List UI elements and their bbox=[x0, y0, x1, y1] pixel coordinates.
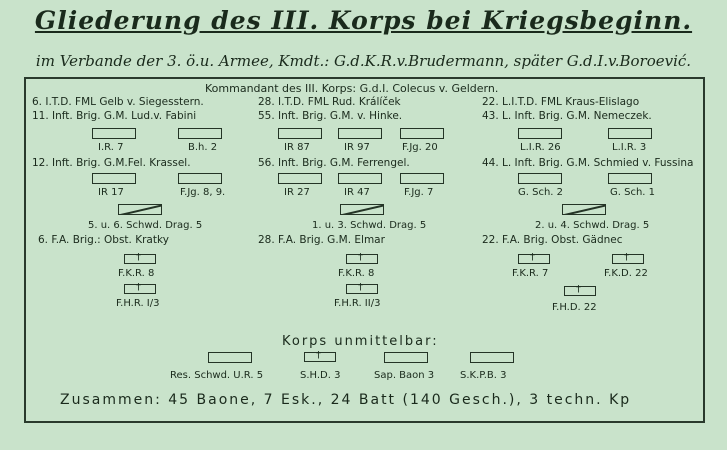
unit-box bbox=[608, 173, 652, 184]
unit-label: L.I.R. 26 bbox=[520, 142, 561, 153]
page-title: Gliederung des III. Korps bei Kriegsbeginn. bbox=[34, 6, 693, 35]
unit-label: Res. Schwd. U.R. 5 bbox=[170, 370, 264, 381]
unit-label: F.H.D. 22 bbox=[552, 302, 597, 313]
brigade-43-label: 43. L. Inft. Brig. G.M. Nemeczek. bbox=[482, 110, 652, 122]
artillery-brigade-label: 6. F.A. Brig.: Obst. Kratky bbox=[38, 234, 169, 246]
artillery-box bbox=[304, 352, 336, 362]
brigade-44-label: 44. L. Inft. Brig. G.M. Schmied v. Fussina bbox=[482, 157, 694, 169]
unit-label: IR 97 bbox=[344, 142, 370, 153]
unit-label: F.Jg. 7 bbox=[404, 187, 434, 198]
unit-label: F.H.R. I/3 bbox=[116, 298, 160, 309]
unit-box bbox=[518, 173, 562, 184]
division-28-label: 28. I.T.D. FML Rud. Králíček bbox=[258, 96, 401, 108]
cavalry-label: 2. u. 4. Schwd. Drag. 5 bbox=[535, 220, 650, 231]
unit-box bbox=[208, 352, 252, 363]
unit-box bbox=[92, 173, 136, 184]
cavalry-label: 1. u. 3. Schwd. Drag. 5 bbox=[312, 220, 427, 231]
unit-label: IR 27 bbox=[284, 187, 310, 198]
artillery-box bbox=[124, 284, 156, 294]
division-1-label: 6. I.T.D. FML Gelb v. Siegesstern. bbox=[32, 96, 204, 108]
unit-box bbox=[384, 352, 428, 363]
unit-label: IR 87 bbox=[284, 142, 310, 153]
unit-label: F.K.D. 22 bbox=[604, 268, 648, 279]
unit-box bbox=[338, 173, 382, 184]
unit-box bbox=[470, 352, 514, 363]
total-summary: Zusammen: 45 Baone, 7 Esk., 24 Batt (140 Gesch.), 3 techn. Kp bbox=[60, 392, 632, 408]
artillery-box bbox=[346, 254, 378, 264]
brigade-11-label: 11. Inft. Brig. G.M. Lud.v. Fabini bbox=[32, 110, 197, 122]
unit-label: I.R. 7 bbox=[98, 142, 124, 153]
artillery-box bbox=[346, 284, 378, 294]
unit-label: F.H.R. II/3 bbox=[334, 298, 381, 309]
unit-box bbox=[278, 128, 322, 139]
cavalry-box bbox=[118, 204, 162, 215]
division-22-label: 22. L.I.T.D. FML Kraus-Elislago bbox=[482, 96, 640, 108]
unit-box bbox=[92, 128, 136, 139]
unit-label: G. Sch. 1 bbox=[610, 187, 656, 198]
unit-label: Sap. Baon 3 bbox=[374, 370, 435, 381]
commander-label: Kommandant des III. Korps: G.d.I. Colecus v. Geldern. bbox=[205, 82, 499, 95]
artillery-box bbox=[124, 254, 156, 264]
unit-label: G. Sch. 2 bbox=[518, 187, 564, 198]
unit-box bbox=[608, 128, 652, 139]
unit-box bbox=[178, 173, 222, 184]
cavalry-box bbox=[562, 204, 606, 215]
unit-label: S.H.D. 3 bbox=[300, 370, 341, 381]
unit-label: IR 17 bbox=[98, 187, 124, 198]
unit-box bbox=[338, 128, 382, 139]
brigade-56-label: 56. Inft. Brig. G.M. Ferrengel. bbox=[258, 157, 410, 169]
unit-label: F.Jg. 20 bbox=[402, 142, 438, 153]
artillery-box bbox=[564, 286, 596, 296]
brigade-12-label: 12. Inft. Brig. G.M.Fel. Krassel. bbox=[32, 157, 191, 169]
cavalry-label: 5. u. 6. Schwd. Drag. 5 bbox=[88, 220, 203, 231]
unit-box bbox=[400, 173, 444, 184]
artillery-brigade-label: 28. F.A. Brig. G.M. Elmar bbox=[258, 234, 385, 246]
unit-label: IR 47 bbox=[344, 187, 370, 198]
unit-box bbox=[400, 128, 444, 139]
unit-box bbox=[178, 128, 222, 139]
unit-box bbox=[518, 128, 562, 139]
direct-heading: Korps unmittelbar: bbox=[282, 334, 439, 349]
artillery-box bbox=[518, 254, 550, 264]
unit-label: B.h. 2 bbox=[188, 142, 218, 153]
unit-label: S.K.P.B. 3 bbox=[460, 370, 507, 381]
artillery-box bbox=[612, 254, 644, 264]
brigade-55-label: 55. Inft. Brig. G.M. v. Hinke. bbox=[258, 110, 403, 122]
unit-label: F.K.R. 8 bbox=[338, 268, 375, 279]
cavalry-box bbox=[340, 204, 384, 215]
unit-label: F.K.R. 7 bbox=[512, 268, 549, 279]
unit-label: L.I.R. 3 bbox=[612, 142, 647, 153]
subtitle: im Verbande der 3. ö.u. Armee, Kmdt.: G.d.K.R.v.Brudermann, später G.d.I.v.Boroević. bbox=[35, 52, 692, 70]
unit-label: F.K.R. 8 bbox=[118, 268, 155, 279]
unit-label: F.Jg. 8, 9. bbox=[180, 187, 226, 198]
artillery-brigade-label: 22. F.A. Brig. Obst. Gädnec bbox=[482, 234, 623, 246]
unit-box bbox=[278, 173, 322, 184]
